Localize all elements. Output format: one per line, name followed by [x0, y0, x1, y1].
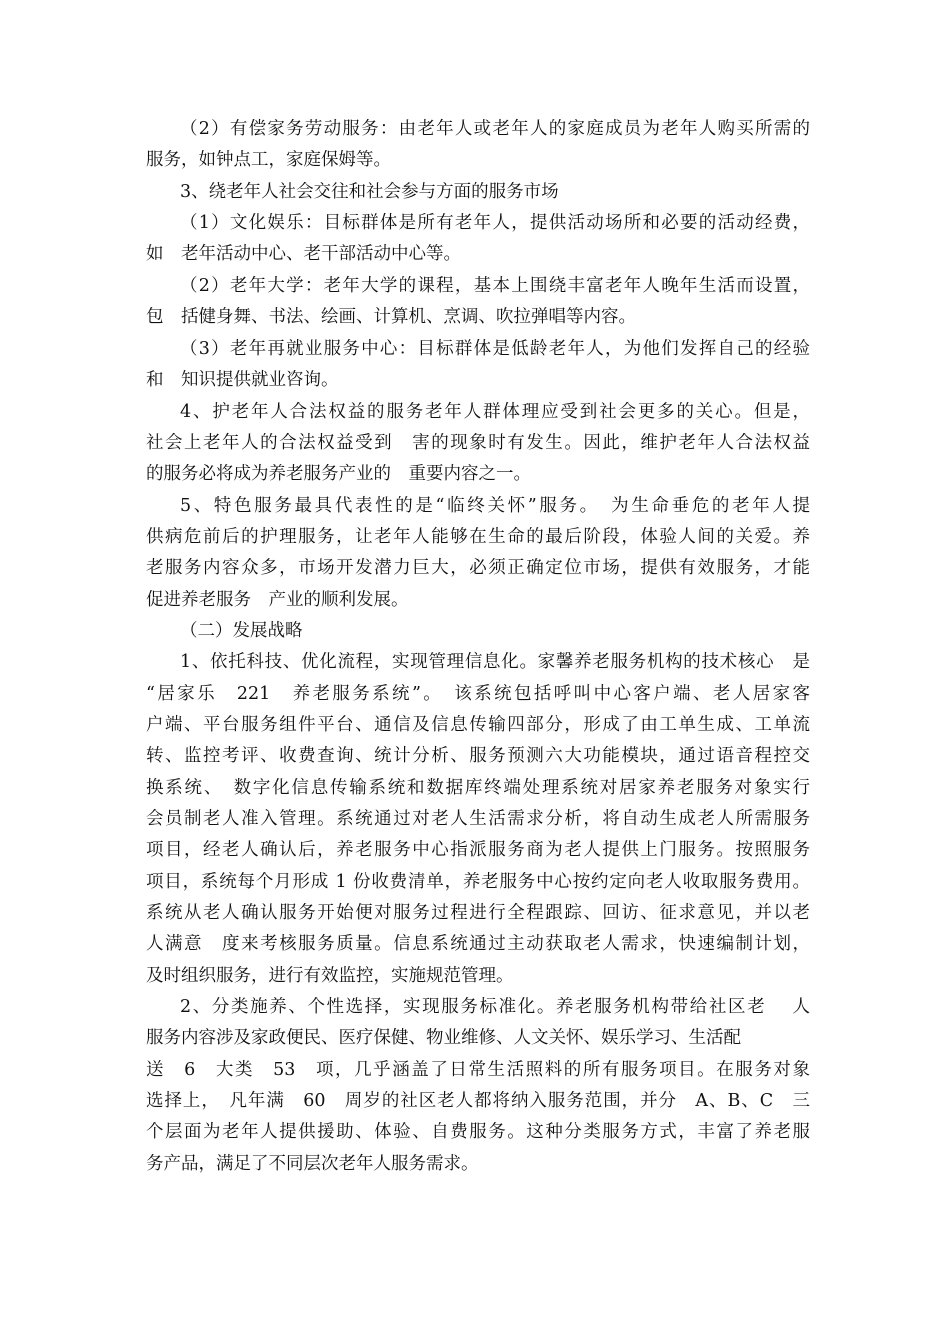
text-line: （2）有偿家务劳动服务：由老年人或老年人的家庭成员为老年人购买所需的 — [180, 119, 810, 139]
text-line: 户端、平台服务组件平台、通信及信息传输四部分，形成了由工单生成、工单流 — [146, 715, 810, 735]
text-line: 送 6 大类 53 项，几乎涵盖了日常生活照料的所有服务项目。在服务对象 — [146, 1060, 810, 1080]
text-line: 项目，系统每个月形成 1 份收费清单，养老服务中心按约定向老人收取服务费用。 — [146, 872, 810, 892]
text-line: 和 知识提供就业咨询。 — [146, 370, 339, 390]
text-line: （3）老年再就业服务中心：目标群体是低龄老年人，为他们发挥自己的经验 — [180, 339, 810, 359]
text-line: 服务，如钟点工，家庭保姆等。 — [146, 150, 391, 170]
text-line: 系统从老人确认服务开始便对服务过程进行全程跟踪、回访、征求意见，并以老 — [146, 903, 810, 923]
text-line: 换系统、 数字化信息传输系统和数据库终端处理系统对居家养老服务对象实行 — [146, 778, 810, 798]
text-line: 选择上， 凡年满 60 周岁的社区老人都将纳入服务范围，并分 A、B、C 三 — [146, 1091, 810, 1111]
text-line: “居家乐 221 养老服务系统”。 该系统包括呼叫中心客户端、老人居家客 — [146, 684, 810, 704]
text-line: 项目，经老人确认后，养老服务中心指派服务商为老人提供上门服务。按照服务 — [146, 840, 810, 860]
text-line: 务产品，满足了不同层次老年人服务需求。 — [146, 1154, 479, 1174]
text-line: 会员制老人准入管理。系统通过对老人生活需求分析，将自动生成老人所需服务 — [146, 809, 810, 829]
text-line: 1、依托科技、优化流程，实现管理信息化。家馨养老服务机构的技术核心 是 — [180, 652, 810, 672]
text-line: 5、特色服务最具代表性的是“临终关怀”服务。 为生命垂危的老年人提 — [180, 496, 810, 516]
text-line: （1）文化娱乐：目标群体是所有老年人，提供活动场所和必要的活动经费， — [180, 213, 810, 233]
text-line: （2）老年大学：老年大学的课程，基本上围绕丰富老年人晚年生活而设置， — [180, 276, 810, 296]
text-line: 个层面为老年人提供援助、体验、自费服务。这种分类服务方式，丰富了养老服 — [146, 1122, 810, 1142]
text-line: 服务内容涉及家政便民、医疗保健、物业维修、人文关怀、娱乐学习、生活配 — [146, 1028, 741, 1048]
text-line: 2、分类施养、个性选择，实现服务标准化。养老服务机构带给社区老 人 — [180, 997, 810, 1017]
text-line: 供病危前后的护理服务，让老年人能够在生命的最后阶段，体验人间的关爱。养 — [146, 527, 810, 547]
text-line: 的服务必将成为养老服务产业的 重要内容之一。 — [146, 464, 531, 484]
text-line: 包 括健身舞、书法、绘画、计算机、烹调、吹拉弹唱等内容。 — [146, 307, 636, 327]
text-line: 社会上老年人的合法权益受到 害的现象时有发生。因此，维护老年人合法权益 — [146, 433, 810, 453]
text-line: 老服务内容众多，市场开发潜力巨大，必须正确定位市场，提供有效服务，才能 — [146, 558, 810, 578]
text-line: 如 老年活动中心、老干部活动中心等。 — [146, 244, 461, 264]
text-line: 促进养老服务 产业的顺利发展。 — [146, 590, 409, 610]
text-line: 人满意 度来考核服务质量。信息系统通过主动获取老人需求，快速编制计划， — [146, 934, 810, 954]
text-line: 4、护老年人合法权益的服务老年人群体理应受到社会更多的关心。但是， — [180, 402, 810, 422]
text-line: 转、监控考评、收费查询、统计分析、服务预测六大功能模块，通过语音程控交 — [146, 746, 810, 766]
text-line: 3、绕老年人社会交往和社会参与方面的服务市场 — [180, 182, 559, 202]
section-heading: （二）发展战略 — [180, 621, 303, 641]
text-line: 及时组织服务，进行有效监控，实施规范管理。 — [146, 966, 514, 986]
